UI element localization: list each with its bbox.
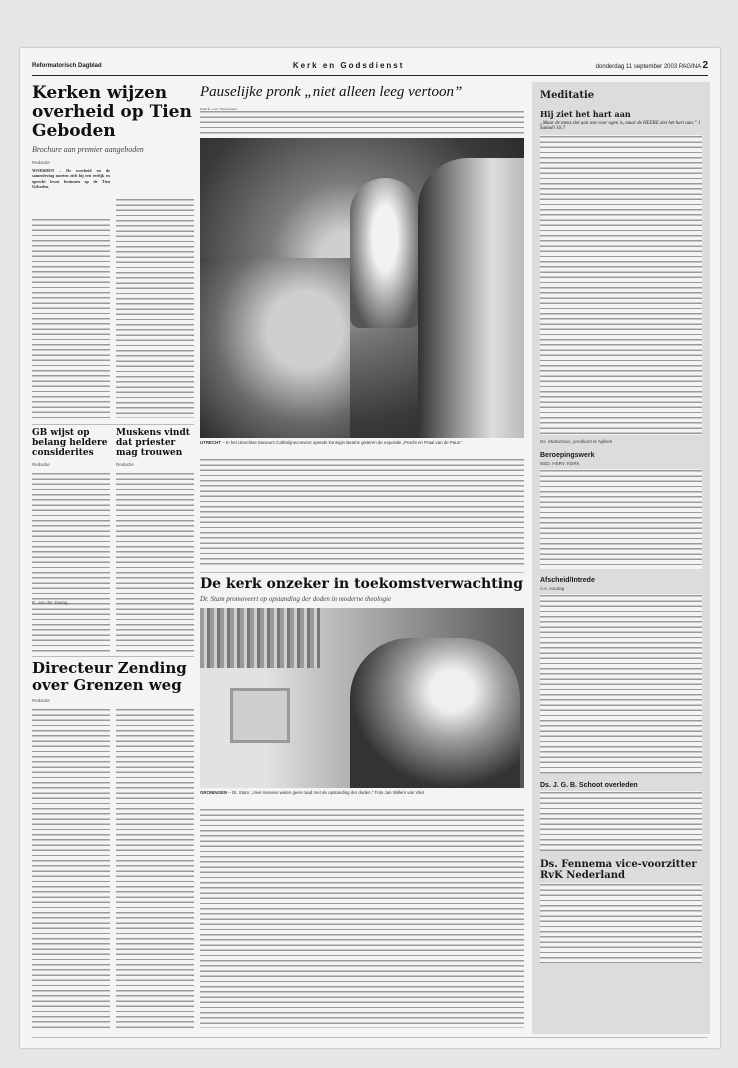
body-text-zending-col2 (116, 708, 194, 1028)
page-number: 2 (702, 60, 708, 71)
caption-label: GRONINGEN (200, 790, 228, 795)
article-gb (32, 428, 110, 467)
page-header (32, 56, 708, 76)
byline: Redactie (32, 698, 50, 703)
caption-label: UTRECHT (200, 440, 221, 445)
body-text-muskens (116, 472, 194, 652)
body-text-col2 (116, 198, 194, 418)
meditation-title: Hij ziet het hart aan (540, 109, 631, 119)
headline: GB wijst op belang heldere considerites (32, 428, 108, 458)
article-muskens (116, 428, 194, 467)
caption-text: – Dr. Stam: „Veel mensen weten geen raad met de opstanding der doden.” (228, 790, 374, 795)
photo-person-right (418, 158, 524, 438)
photo-person-left (200, 258, 350, 438)
byline: R. van der Zwaag (32, 600, 68, 605)
body-text-gb (32, 472, 110, 652)
section-sub: A.s. zondag (540, 586, 565, 591)
headline: Kerken wijzen overheid op Tien Geboden (32, 83, 192, 141)
photo-dr-stam (200, 608, 524, 788)
photo-caption (200, 440, 524, 446)
caption-text: – In het Utrechtse Museum Catharijneconvent opende koningin Beatrix gisteren de expositie „Pracht en Praal van de Paus”. (222, 440, 463, 445)
paper-name: Reformatorisch Dagblad (32, 62, 102, 69)
headline: Muskens vindt dat priester mag trouwen (116, 428, 190, 458)
section-afscheid: Afscheid/Intrede (540, 577, 595, 584)
article-zending (32, 660, 194, 703)
section-beroepingswerk: Beroepingswerk (540, 452, 595, 459)
sidebar-title: Meditatie (540, 90, 595, 101)
body-text-stam (200, 808, 524, 1028)
headline: Pauselijke pronk „niet alleen leeg vertoon” (200, 84, 463, 100)
section-obituary: Ds. J. G. B. Schoot overleden (540, 782, 638, 789)
sidebar (532, 82, 710, 1034)
afscheid-text (540, 594, 702, 774)
subheadline: Dr. Stam promoveert op opstanding der doden in moderne theologie (200, 595, 392, 603)
headline: Directeur Zending over Grenzen weg (32, 659, 187, 694)
meditation-text (540, 135, 702, 435)
photo-monstrance (350, 178, 420, 328)
body-text-col1 (32, 218, 110, 418)
photo-exhibition (200, 138, 524, 438)
article-church-uncertain (200, 576, 524, 603)
section-sub: NED. HERV. KERK (540, 461, 580, 466)
photo-bookshelf (200, 608, 320, 668)
photo-monitor (230, 688, 290, 743)
body-text-zending-col1 (32, 708, 110, 1028)
byline: Redactie (116, 462, 134, 467)
date-text: donderdag 11 september 2003 (595, 64, 678, 70)
beroeping-text (540, 469, 702, 569)
photo-man (350, 638, 520, 788)
meditation-author: Ds. Mobachius, predikant te Nijkerk (540, 439, 613, 444)
body-text-bottom (200, 458, 524, 568)
fennema-text (540, 883, 702, 963)
meditation-quote: „Maar de mens ziet aan wat voor ogen is, maar de HEERE ziet het hart aan.” 1 Samuël 16:7 (540, 121, 701, 131)
subheadline: Brochure aan premier aangeboden (32, 145, 144, 154)
obituary-text (540, 791, 702, 851)
headline: De kerk onzeker in toekomstverwachting (200, 576, 523, 592)
article-papal-pomp (200, 84, 524, 112)
photo-caption-stam (200, 790, 524, 796)
photo-credit: Foto Jan Willem van Vliet (374, 790, 425, 795)
page-label: PAGINA (678, 64, 701, 70)
byline: Redactie (32, 462, 50, 467)
lead-text: WOERDEN – De overheid en de samenleving moeten zich bij een eerlijk en oprecht leven bezinnen op de Tien Geboden. (32, 168, 110, 189)
article-ten-commandments (32, 84, 194, 189)
body-text-top (200, 110, 524, 134)
byline: Redactie (32, 160, 50, 165)
section-fennema: Ds. Fennema vice-voorzitter RvK Nederland (540, 859, 697, 881)
header-date (596, 60, 708, 71)
newspaper-page (20, 48, 720, 1048)
section-name: Kerk en Godsdienst (292, 61, 405, 70)
